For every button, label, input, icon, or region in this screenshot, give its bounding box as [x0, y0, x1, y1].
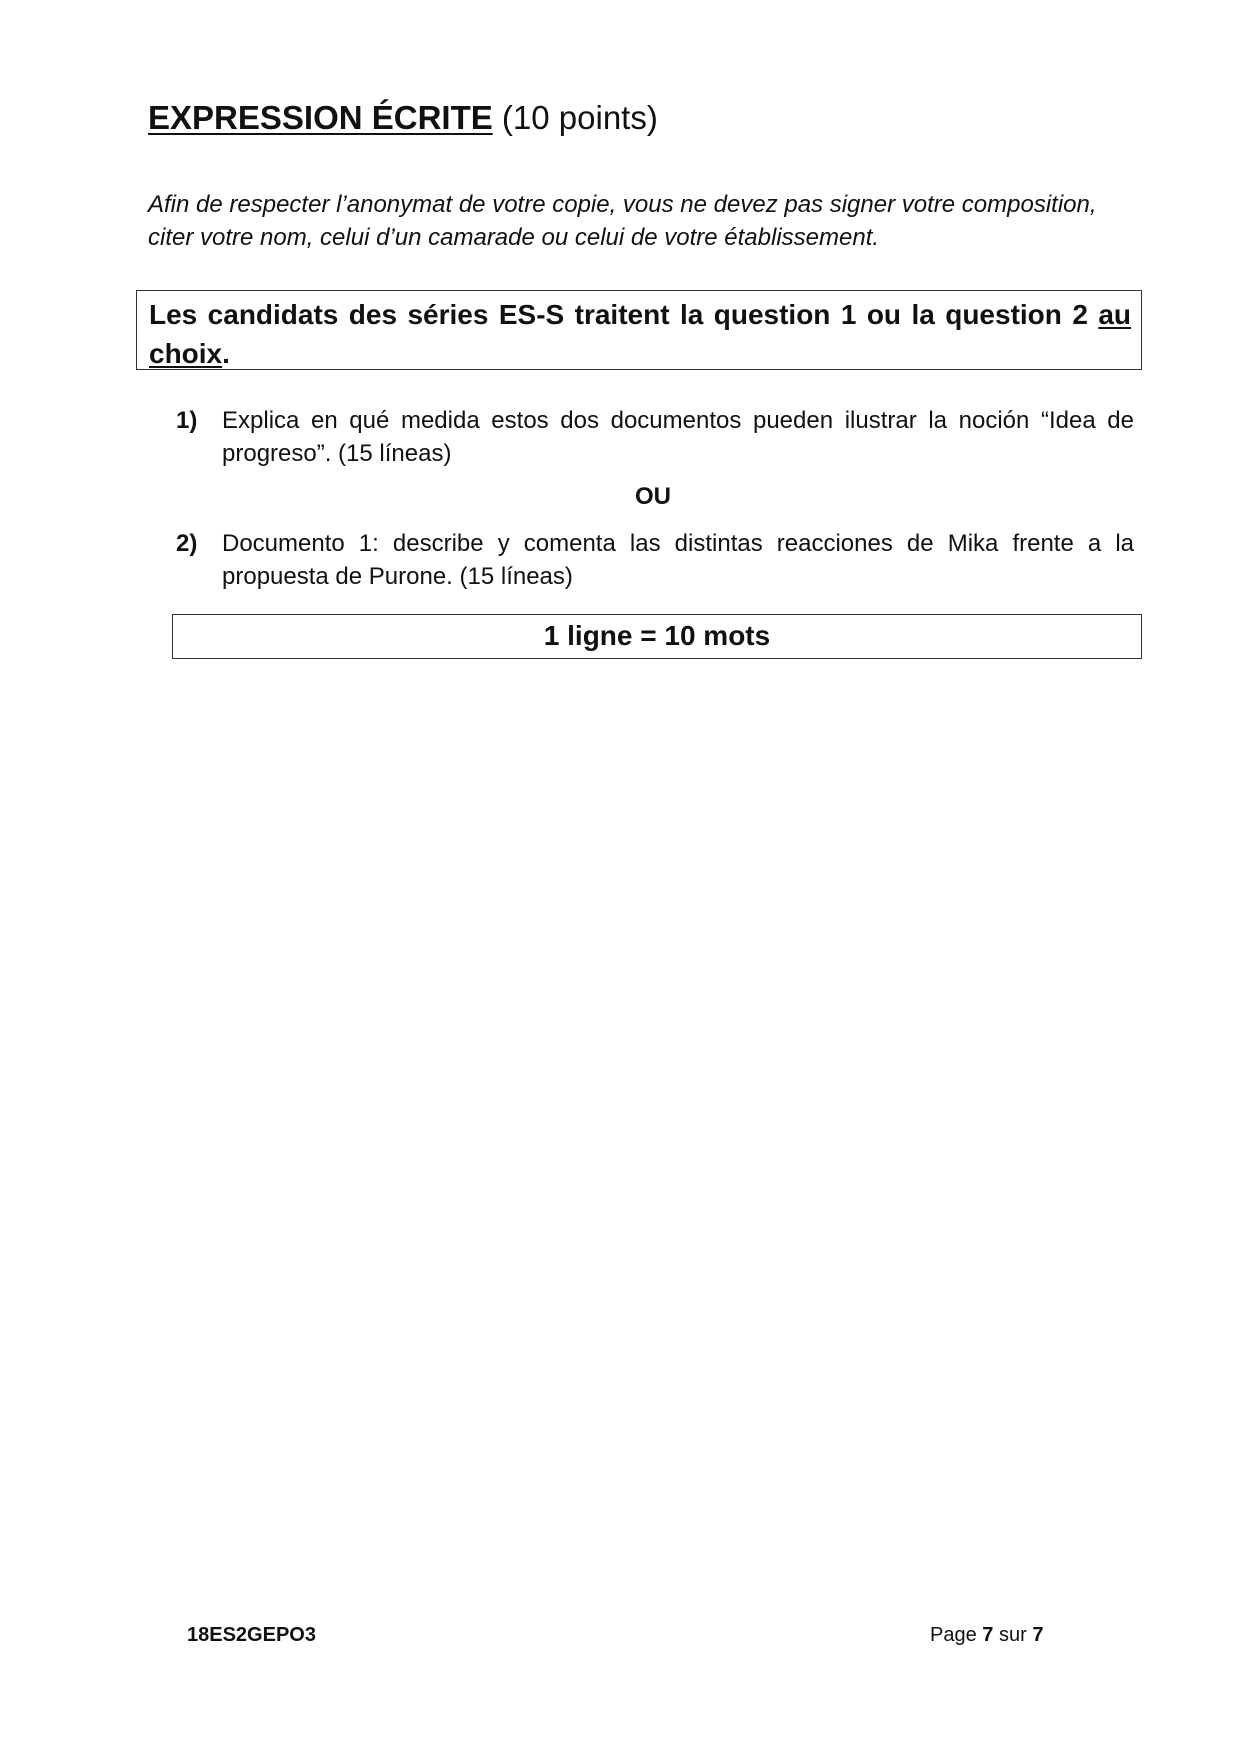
section-title-main: EXPRESSION ÉCRITE: [148, 99, 493, 136]
question-1: [176, 404, 1134, 470]
section-title: [148, 98, 658, 138]
choice-instruction-box: [136, 290, 1142, 370]
section-points: (10 points): [501, 99, 658, 136]
question-1-text: Explica en qué medida estos dos documentos pueden ilustrar la noción “Idea de progreso”. (15 líneas): [222, 407, 1134, 467]
page-total: 7: [1032, 1624, 1044, 1646]
word-count-rule-box: 1 ligne = 10 mots: [172, 614, 1142, 659]
choice-underlined-text: au choix: [149, 299, 1131, 369]
or-separator: OU: [635, 483, 671, 510]
anonymity-instruction: Afin de respecter l’anonymat de votre copie, vous ne devez pas signer votre composition, citer votre nom, celui d’un camarade ou celui de votre établissement.: [148, 191, 1097, 251]
question-2: [176, 527, 1134, 593]
choice-text-end: .: [222, 338, 230, 369]
question-1-number: 1): [176, 407, 198, 434]
choice-text: Les candidats des séries ES-S traitent la question 1 ou la question 2: [149, 299, 1099, 330]
page-label: Page: [930, 1624, 977, 1646]
question-2-number: 2): [176, 530, 198, 557]
page-separator: sur: [998, 1624, 1027, 1646]
footer-exam-code: 18ES2GEPO3: [187, 1624, 316, 1646]
footer-page-number: [930, 1622, 1043, 1648]
page-current: 7: [982, 1624, 994, 1646]
question-2-text: Documento 1: describe y comenta las distintas reacciones de Mika frente a la propuesta de Purone. (15 líneas): [222, 530, 1134, 590]
